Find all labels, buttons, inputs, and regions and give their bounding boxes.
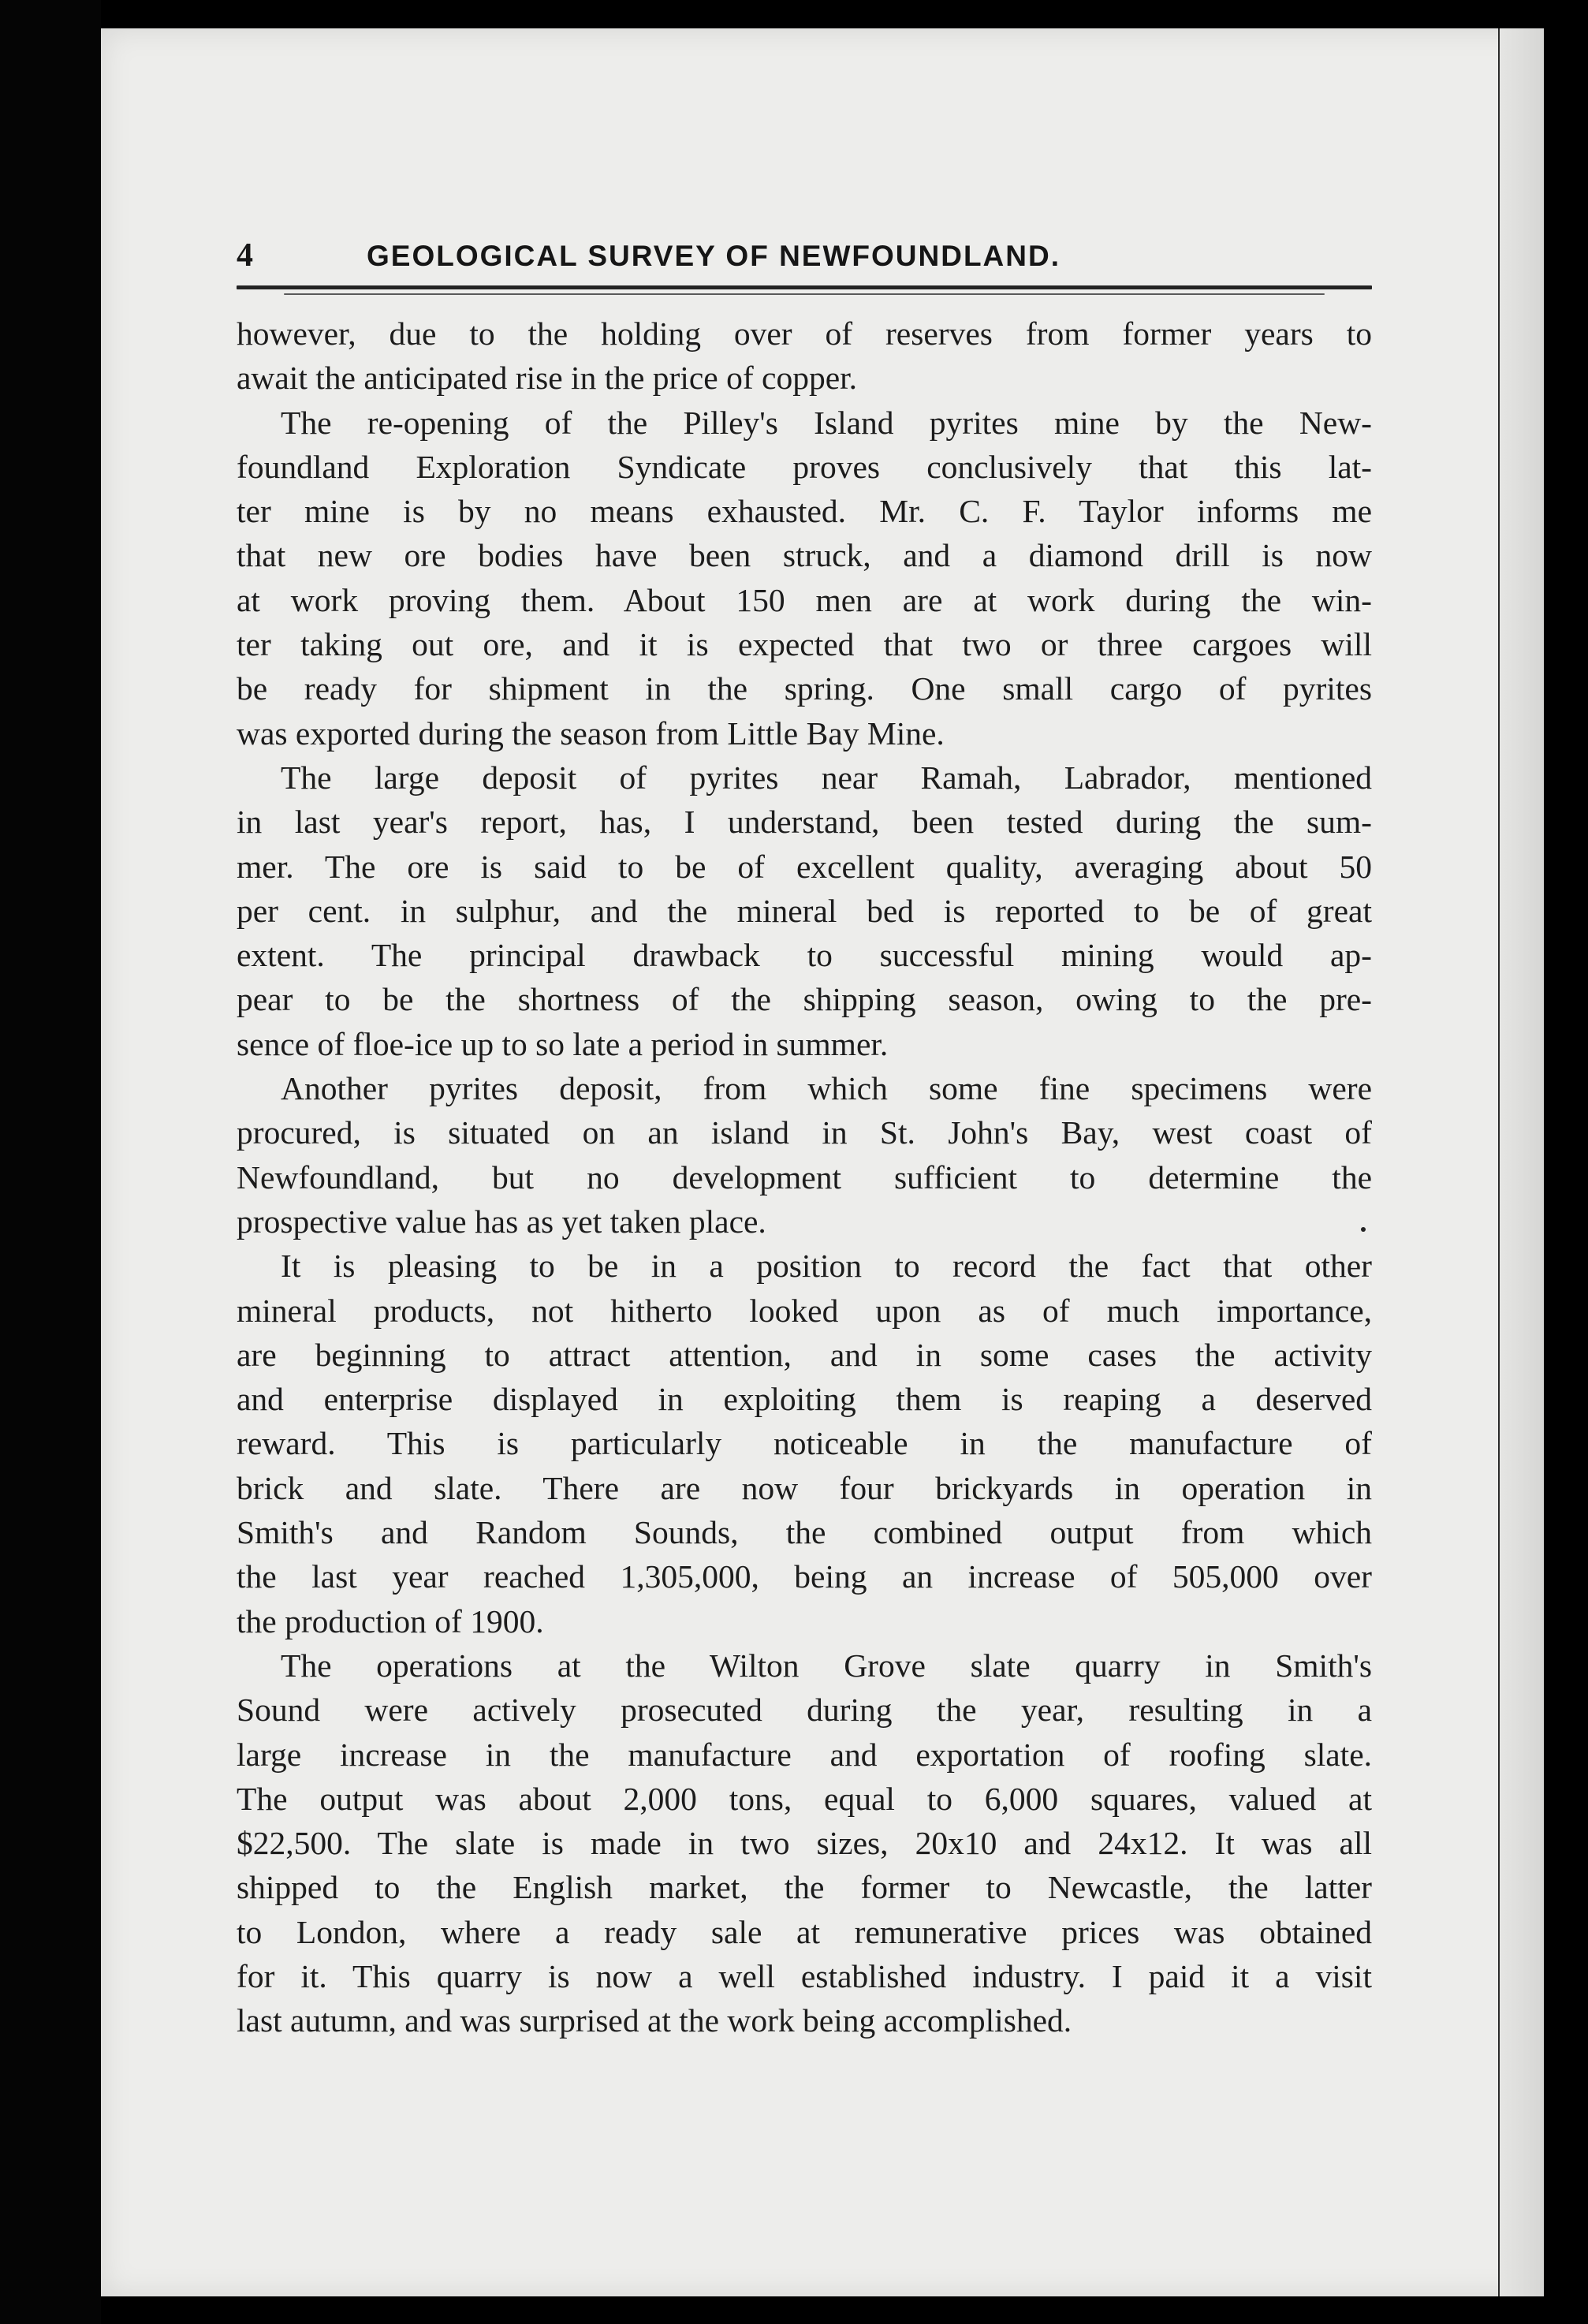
text-line: the last year reached 1,305,000, being an increase of 505,000 over <box>237 1558 1372 1595</box>
text-line: The operations at the Wilton Grove slate quarry in Smith's <box>281 1647 1372 1684</box>
text-line: shipped to the English market, the former to Newcastle, the latter <box>237 1869 1372 1906</box>
header-rule <box>237 285 1372 289</box>
text-line: It is pleasing to be in a position to record the fact that other <box>281 1248 1372 1285</box>
text-line: Newfoundland, but no development sufficient to determine the <box>237 1158 1372 1196</box>
text-line: at work proving them. About 150 men are at work during the win- <box>237 581 1372 618</box>
text-line: The large deposit of pyrites near Ramah, Labrador, mentioned <box>281 759 1372 796</box>
text-line: the production of 1900. <box>237 1602 544 1639</box>
paragraph <box>237 311 1372 401</box>
text-line: large increase in the manufacture and exportation of roofing slate. <box>237 1736 1372 1773</box>
paragraph <box>237 1066 1372 1244</box>
paragraph <box>237 401 1372 755</box>
text-line: for it. This quarry is now a well established industry. I paid it a visit <box>237 1957 1372 1994</box>
text-line: be ready for shipment in the spring. One small cargo of pyrites <box>237 670 1372 707</box>
text-line: The re-opening of the Pilley's Island pyrites mine by the New- <box>281 404 1372 441</box>
text-line: brick and slate. There are now four brickyards in operation in <box>237 1469 1372 1506</box>
text-line: mer. The ore is said to be of excellent quality, averaging about 50 <box>237 848 1372 885</box>
text-line: prospective value has as yet taken place. <box>237 1203 766 1240</box>
paragraph <box>237 1643 1372 2043</box>
running-title: GEOLOGICAL SURVEY OF NEWFOUNDLAND. <box>367 240 1061 272</box>
text-line: $22,500. The slate is made in two sizes, 20x10 and 24x12. It was all <box>237 1825 1372 1862</box>
text-line: Smith's and Random Sounds, the combined output from which <box>237 1514 1372 1551</box>
text-line: ter taking out ore, and it is expected that two or three cargoes will <box>237 626 1372 663</box>
paragraph <box>237 755 1372 1066</box>
text-line: Another pyrites deposit, from which some fine specimens were <box>281 1070 1372 1107</box>
text-line: procured, is situated on an island in St. John's Bay, west coast of <box>237 1114 1372 1151</box>
text-line: are beginning to attract attention, and in some cases the activity <box>237 1336 1372 1373</box>
text-line: per cent. in sulphur, and the mineral bed is reported to be of great <box>237 892 1372 929</box>
text-line: await the anticipated rise in the price of copper. <box>237 360 858 397</box>
text-line: mineral products, not hitherto looked upon as of much importance, <box>237 1292 1372 1329</box>
text-line: that new ore bodies have been struck, and a diamond drill is now <box>237 537 1372 574</box>
paragraph <box>237 1244 1372 1643</box>
text-line: in last year's report, has, I understand, been tested during the sum- <box>237 804 1372 841</box>
text-line: was exported during the season from Little Bay Mine. <box>237 714 945 752</box>
text-line: Sound were actively prosecuted during the year, resulting in a <box>237 1692 1372 1729</box>
text-line: last autumn, and was surprised at the work being accomplished. <box>237 2002 1072 2039</box>
body-text <box>237 311 1372 2043</box>
text-line: reward. This is particularly noticeable in the manufacture of <box>237 1425 1372 1462</box>
text-line: extent. The principal drawback to successful mining would ap- <box>237 937 1372 974</box>
page-header <box>237 237 1372 284</box>
text-line: however, due to the holding over of reserves from former years to <box>237 315 1372 352</box>
text-line: pear to be the shortness of the shipping season, owing to the pre- <box>237 981 1372 1018</box>
text-line: sence of floe-ice up to so late a period in summer. <box>237 1025 889 1062</box>
text-line: ter mine is by no means exhausted. Mr. C. F. Taylor informs me <box>237 493 1372 530</box>
header-rule-thin <box>284 293 1325 295</box>
text-line: The output was about 2,000 tons, equal to 6,000 squares, valued at <box>237 1780 1372 1817</box>
text-line: and enterprise displayed in exploiting them is reaping a deserved <box>237 1381 1372 1418</box>
text-line: foundland Exploration Syndicate proves conclusively that this lat- <box>237 448 1372 485</box>
page-edge <box>1498 28 1544 2296</box>
text-line: to London, where a ready sale at remunerative prices was obtained <box>237 1913 1372 1950</box>
ink-speck <box>1361 1227 1366 1232</box>
scan-border-left <box>0 0 101 2324</box>
page-number: 4 <box>237 237 253 274</box>
